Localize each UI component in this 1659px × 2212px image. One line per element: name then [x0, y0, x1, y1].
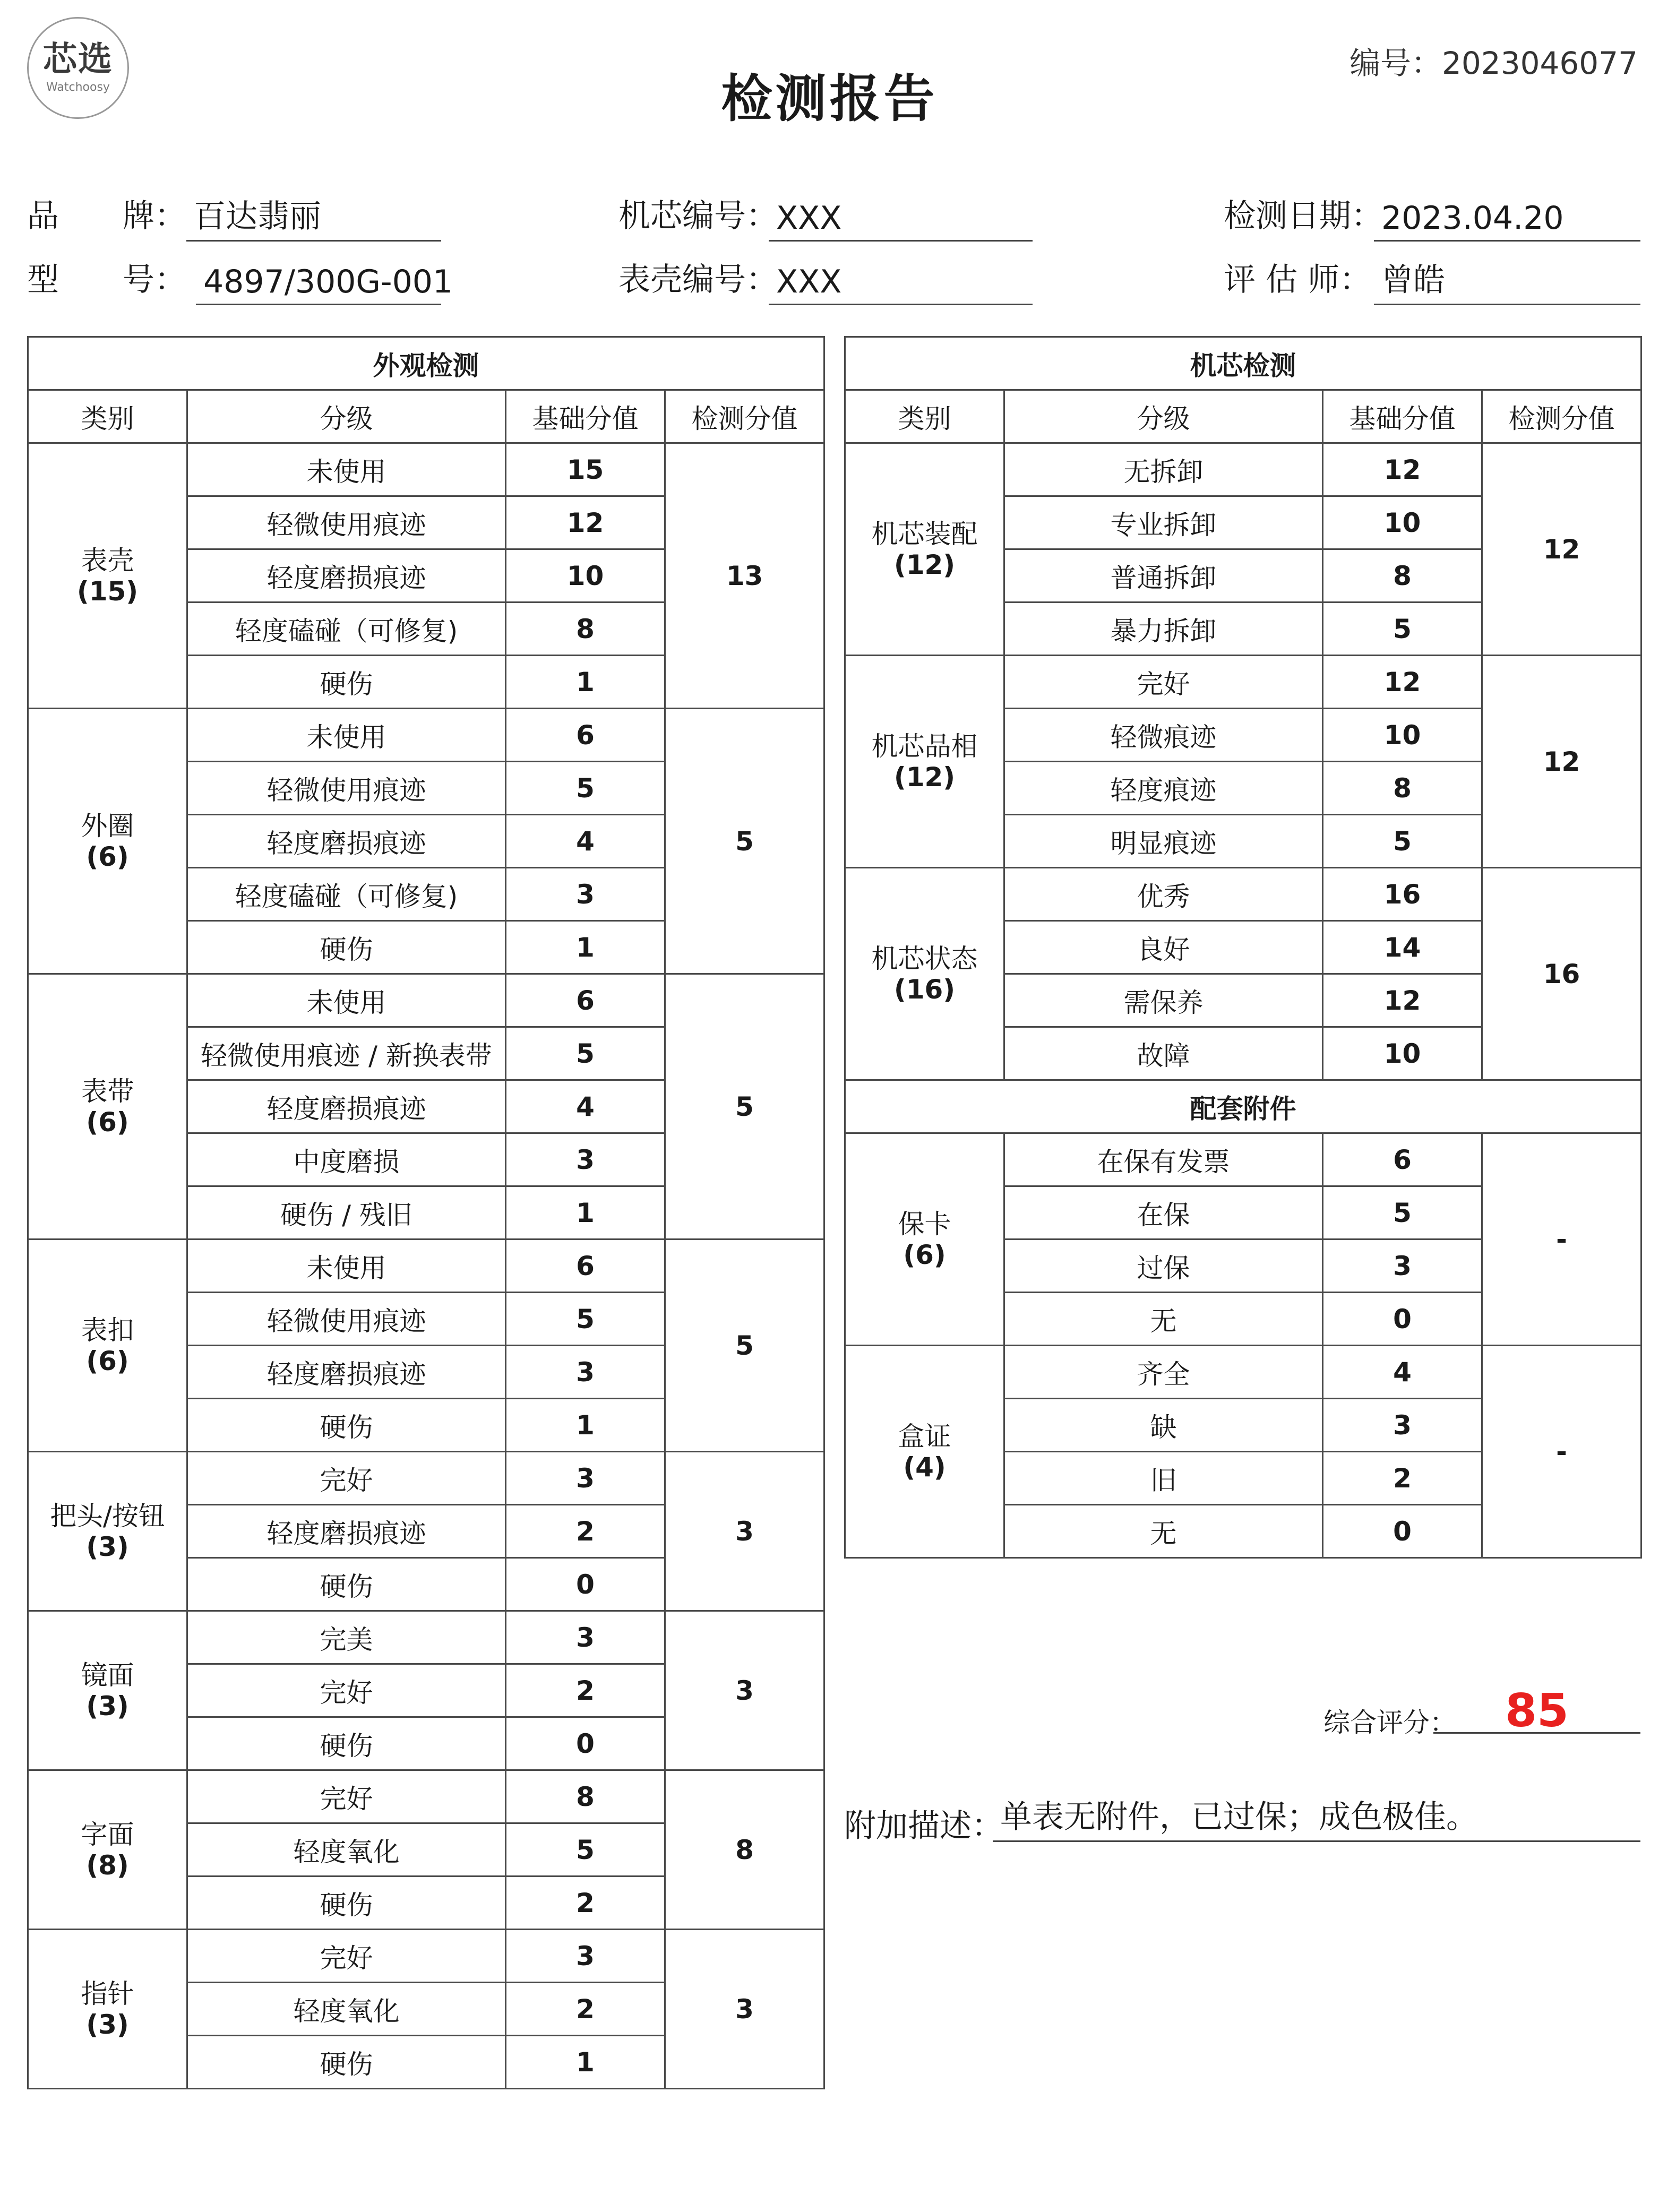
category-cell — [845, 1346, 1004, 1558]
grade-cell: 需保养 — [1004, 974, 1323, 1027]
category-points: (16) — [893, 974, 956, 1005]
category-cell — [28, 1240, 187, 1452]
detected-score-cell: 5 — [665, 1240, 824, 1452]
detected-score-cell: 13 — [665, 443, 824, 709]
grade-cell: 硬伤 — [187, 1877, 506, 1930]
grade-cell: 完好 — [187, 1770, 506, 1823]
base-score-cell: 1 — [506, 921, 665, 974]
table-row — [28, 1240, 824, 1293]
base-score-cell: 2 — [506, 1983, 665, 2036]
category-points: (8) — [86, 1849, 129, 1881]
column-header: 基础分值 — [506, 390, 665, 443]
description-label: 附加描述： — [844, 1808, 1003, 1845]
category-name: 表壳 — [81, 545, 134, 576]
base-score-cell: 8 — [506, 603, 665, 656]
grade-cell: 硬伤 — [187, 921, 506, 974]
case-no-field — [618, 263, 1033, 305]
description-value: 单表无附件，已过保；成色极佳。 — [993, 1794, 1640, 1842]
category-name: 表带 — [81, 1075, 134, 1107]
grade-cell: 明显痕迹 — [1004, 815, 1323, 868]
base-score-cell: 10 — [1323, 709, 1482, 762]
base-score-cell: 3 — [506, 1930, 665, 1983]
detected-score-cell: 5 — [665, 709, 824, 974]
movement-no-value: XXX — [769, 200, 1033, 242]
base-score-cell: 5 — [506, 1027, 665, 1080]
detected-score-cell: 3 — [665, 1930, 824, 2089]
model-field — [27, 261, 453, 305]
accessories-section-title-row — [845, 1080, 1641, 1133]
grade-cell: 轻微痕迹 — [1004, 709, 1323, 762]
grade-cell: 优秀 — [1004, 868, 1323, 921]
column-header: 分级 — [1004, 390, 1323, 443]
category-cell — [28, 974, 187, 1240]
category-points: (3) — [86, 1531, 129, 1562]
table-row — [28, 1930, 824, 1983]
brand-field — [27, 199, 441, 242]
grade-cell: 普通拆卸 — [1004, 549, 1323, 603]
base-score-cell: 3 — [506, 868, 665, 921]
category-points: (12) — [893, 761, 956, 793]
table-header-row — [845, 390, 1641, 443]
grade-cell: 轻度磨损痕迹 — [187, 1505, 506, 1558]
grade-cell: 轻度氧化 — [187, 1983, 506, 2036]
category-name: 表扣 — [81, 1314, 134, 1346]
grade-cell: 轻度磕碰（可修复) — [187, 868, 506, 921]
movement-no-label: 机芯编号： — [618, 197, 778, 235]
base-score-cell: 4 — [506, 1080, 665, 1133]
grade-cell: 硬伤 / 残旧 — [187, 1186, 506, 1240]
base-score-cell: 8 — [1323, 549, 1482, 603]
base-score-cell: 5 — [506, 762, 665, 815]
grade-cell: 缺 — [1004, 1399, 1323, 1452]
base-score-cell: 2 — [506, 1664, 665, 1717]
model-label: 型 号： — [27, 261, 186, 298]
base-score-cell: 12 — [1323, 974, 1482, 1027]
category-points: (6) — [903, 1239, 946, 1270]
grade-cell: 无拆卸 — [1004, 443, 1323, 496]
table-row — [28, 1611, 824, 1664]
base-score-cell: 12 — [1323, 656, 1482, 709]
category-name: 字面 — [81, 1819, 134, 1850]
category-name: 机芯品相 — [871, 730, 978, 762]
grade-cell: 硬伤 — [187, 1717, 506, 1770]
date-value: 2023.04.20 — [1374, 200, 1640, 242]
grade-cell: 未使用 — [187, 1240, 506, 1293]
base-score-cell: 1 — [506, 1399, 665, 1452]
table-row — [28, 1770, 824, 1823]
base-score-cell: 4 — [506, 815, 665, 868]
category-points: (4) — [903, 1451, 946, 1483]
base-score-cell: 2 — [506, 1877, 665, 1930]
appraiser-label: 评 估 师： — [1224, 261, 1372, 298]
category-name: 把头/按钮 — [50, 1500, 165, 1531]
table-row — [845, 656, 1641, 709]
grade-cell: 在保 — [1004, 1186, 1323, 1240]
category-cell — [28, 1930, 187, 2089]
grade-cell: 旧 — [1004, 1452, 1323, 1505]
base-score-cell: 3 — [506, 1452, 665, 1505]
category-cell — [28, 709, 187, 974]
category-points: (3) — [86, 2009, 129, 2040]
appearance-table — [27, 336, 825, 2089]
movement-section-title: 机芯检测 — [845, 337, 1641, 390]
base-score-cell: 3 — [506, 1611, 665, 1664]
base-score-cell: 3 — [1323, 1240, 1482, 1293]
grade-cell: 齐全 — [1004, 1346, 1323, 1399]
category-name: 保卡 — [898, 1208, 951, 1240]
grade-cell: 轻度痕迹 — [1004, 762, 1323, 815]
base-score-cell: 8 — [1323, 762, 1482, 815]
base-score-cell: 5 — [506, 1293, 665, 1346]
grade-cell: 故障 — [1004, 1027, 1323, 1080]
table-row — [845, 868, 1641, 921]
table-row — [28, 1452, 824, 1505]
category-cell — [845, 1133, 1004, 1346]
category-points: (15) — [76, 575, 139, 607]
column-header: 类别 — [845, 390, 1004, 443]
category-points: (6) — [86, 1345, 129, 1376]
category-cell — [28, 1611, 187, 1770]
base-score-cell: 1 — [506, 2036, 665, 2089]
column-header: 类别 — [28, 390, 187, 443]
category-name: 机芯装配 — [871, 518, 978, 549]
detected-score-cell: 5 — [665, 974, 824, 1240]
detected-score-cell: 8 — [665, 1770, 824, 1930]
table-row — [28, 709, 824, 762]
table-row — [845, 1133, 1641, 1186]
category-points: (6) — [86, 1106, 129, 1138]
base-score-cell: 6 — [506, 709, 665, 762]
category-name: 机芯状态 — [871, 943, 978, 974]
base-score-cell: 1 — [506, 1186, 665, 1240]
grade-cell: 完好 — [187, 1930, 506, 1983]
column-header: 分级 — [187, 390, 506, 443]
detected-score-cell: 12 — [1482, 656, 1641, 868]
logo-subtext: Watchoosy — [46, 80, 110, 94]
grade-cell: 良好 — [1004, 921, 1323, 974]
grade-cell: 轻微使用痕迹 — [187, 762, 506, 815]
base-score-cell: 14 — [1323, 921, 1482, 974]
column-header: 检测分值 — [665, 390, 824, 443]
table-row — [28, 443, 824, 496]
base-score-cell: 12 — [1323, 443, 1482, 496]
case-no-value: XXX — [769, 263, 1033, 305]
detected-score-cell: - — [1482, 1346, 1641, 1558]
grade-cell: 轻度磨损痕迹 — [187, 815, 506, 868]
accessories-section-title: 配套附件 — [845, 1080, 1641, 1133]
date-field — [1224, 199, 1640, 242]
base-score-cell: 8 — [506, 1770, 665, 1823]
base-score-cell: 15 — [506, 443, 665, 496]
grade-cell: 轻微使用痕迹 — [187, 1293, 506, 1346]
category-name: 指针 — [81, 1978, 134, 2009]
grade-cell: 完好 — [1004, 656, 1323, 709]
grade-cell: 轻度磨损痕迹 — [187, 1080, 506, 1133]
detected-score-cell: - — [1482, 1133, 1641, 1346]
grade-cell: 无 — [1004, 1293, 1323, 1346]
grade-cell: 轻微使用痕迹 / 新换表带 — [187, 1027, 506, 1080]
grade-cell: 暴力拆卸 — [1004, 603, 1323, 656]
appraiser-field — [1224, 263, 1640, 305]
base-score-cell: 10 — [506, 549, 665, 603]
base-score-cell: 10 — [1323, 496, 1482, 549]
base-score-cell: 0 — [1323, 1293, 1482, 1346]
base-score-cell: 4 — [1323, 1346, 1482, 1399]
grade-cell: 轻度磨损痕迹 — [187, 549, 506, 603]
category-cell — [845, 443, 1004, 656]
appearance-section-title-row — [28, 337, 824, 390]
category-name: 盒证 — [898, 1421, 951, 1452]
grade-cell: 轻微使用痕迹 — [187, 496, 506, 549]
grade-cell: 中度磨损 — [187, 1133, 506, 1186]
category-cell — [28, 1770, 187, 1930]
grade-cell: 完美 — [187, 1611, 506, 1664]
grade-cell: 硬伤 — [187, 656, 506, 709]
column-header: 基础分值 — [1323, 390, 1482, 443]
category-cell — [845, 868, 1004, 1080]
category-cell — [28, 443, 187, 709]
grade-cell: 无 — [1004, 1505, 1323, 1558]
brand-value: 百达翡丽 — [186, 191, 441, 242]
movement-table — [844, 336, 1642, 1559]
category-points: (6) — [86, 841, 129, 872]
base-score-cell: 3 — [1323, 1399, 1482, 1452]
movement-section-title-row — [845, 337, 1641, 390]
base-score-cell: 1 — [506, 656, 665, 709]
category-name: 外圈 — [81, 810, 134, 841]
date-label: 检测日期： — [1224, 197, 1383, 235]
grade-cell: 专业拆卸 — [1004, 496, 1323, 549]
grade-cell: 轻度磨损痕迹 — [187, 1346, 506, 1399]
case-no-label: 表壳编号： — [618, 261, 778, 298]
detected-score-cell: 3 — [665, 1452, 824, 1611]
category-cell — [28, 1452, 187, 1611]
detected-score-cell: 3 — [665, 1611, 824, 1770]
appearance-table-body — [28, 337, 824, 2089]
page-title: 检测报告 — [721, 69, 938, 128]
model-value: 4897/300G-001 — [196, 263, 441, 305]
base-score-cell: 6 — [506, 974, 665, 1027]
base-score-cell: 3 — [506, 1346, 665, 1399]
overall-score-value: 85 — [1433, 1690, 1640, 1734]
base-score-cell: 5 — [1323, 603, 1482, 656]
category-name: 镜面 — [81, 1659, 134, 1691]
grade-cell: 硬伤 — [187, 1558, 506, 1611]
base-score-cell: 12 — [506, 496, 665, 549]
grade-cell: 硬伤 — [187, 1399, 506, 1452]
grade-cell: 轻度磕碰（可修复) — [187, 603, 506, 656]
grade-cell: 完好 — [187, 1452, 506, 1505]
base-score-cell: 3 — [506, 1133, 665, 1186]
table-row — [28, 974, 824, 1027]
base-score-cell: 0 — [1323, 1505, 1482, 1558]
base-score-cell: 2 — [1323, 1452, 1482, 1505]
overall-score-label: 综合评分： — [1323, 1707, 1456, 1738]
grade-cell: 硬伤 — [187, 2036, 506, 2089]
base-score-cell: 5 — [1323, 815, 1482, 868]
column-header: 检测分值 — [1482, 390, 1641, 443]
appearance-section-title: 外观检测 — [28, 337, 824, 390]
base-score-cell: 6 — [1323, 1133, 1482, 1186]
base-score-cell: 0 — [506, 1558, 665, 1611]
base-score-cell: 16 — [1323, 868, 1482, 921]
base-score-cell: 0 — [506, 1717, 665, 1770]
detected-score-cell: 16 — [1482, 868, 1641, 1080]
detected-score-cell: 12 — [1482, 443, 1641, 656]
appraiser-value: 曾皓 — [1374, 255, 1640, 305]
category-cell — [845, 656, 1004, 868]
grade-cell: 完好 — [187, 1664, 506, 1717]
logo-text: 芯选 — [43, 39, 113, 79]
grade-cell: 未使用 — [187, 974, 506, 1027]
grade-cell: 未使用 — [187, 443, 506, 496]
report-number: 编号：2023046077 — [1349, 45, 1638, 81]
grade-cell: 过保 — [1004, 1240, 1323, 1293]
base-score-cell: 2 — [506, 1505, 665, 1558]
table-row — [845, 443, 1641, 496]
grade-cell: 轻度氧化 — [187, 1823, 506, 1877]
table-row — [845, 1346, 1641, 1399]
movement-no-field — [618, 199, 1033, 242]
brand-label: 品 牌： — [27, 197, 186, 235]
base-score-cell: 5 — [506, 1823, 665, 1877]
grade-cell: 未使用 — [187, 709, 506, 762]
movement-table-body — [845, 337, 1641, 1558]
grade-cell: 在保有发票 — [1004, 1133, 1323, 1186]
base-score-cell: 6 — [506, 1240, 665, 1293]
category-points: (3) — [86, 1690, 129, 1722]
base-score-cell: 10 — [1323, 1027, 1482, 1080]
category-points: (12) — [893, 549, 956, 580]
table-header-row — [28, 390, 824, 443]
base-score-cell: 5 — [1323, 1186, 1482, 1240]
